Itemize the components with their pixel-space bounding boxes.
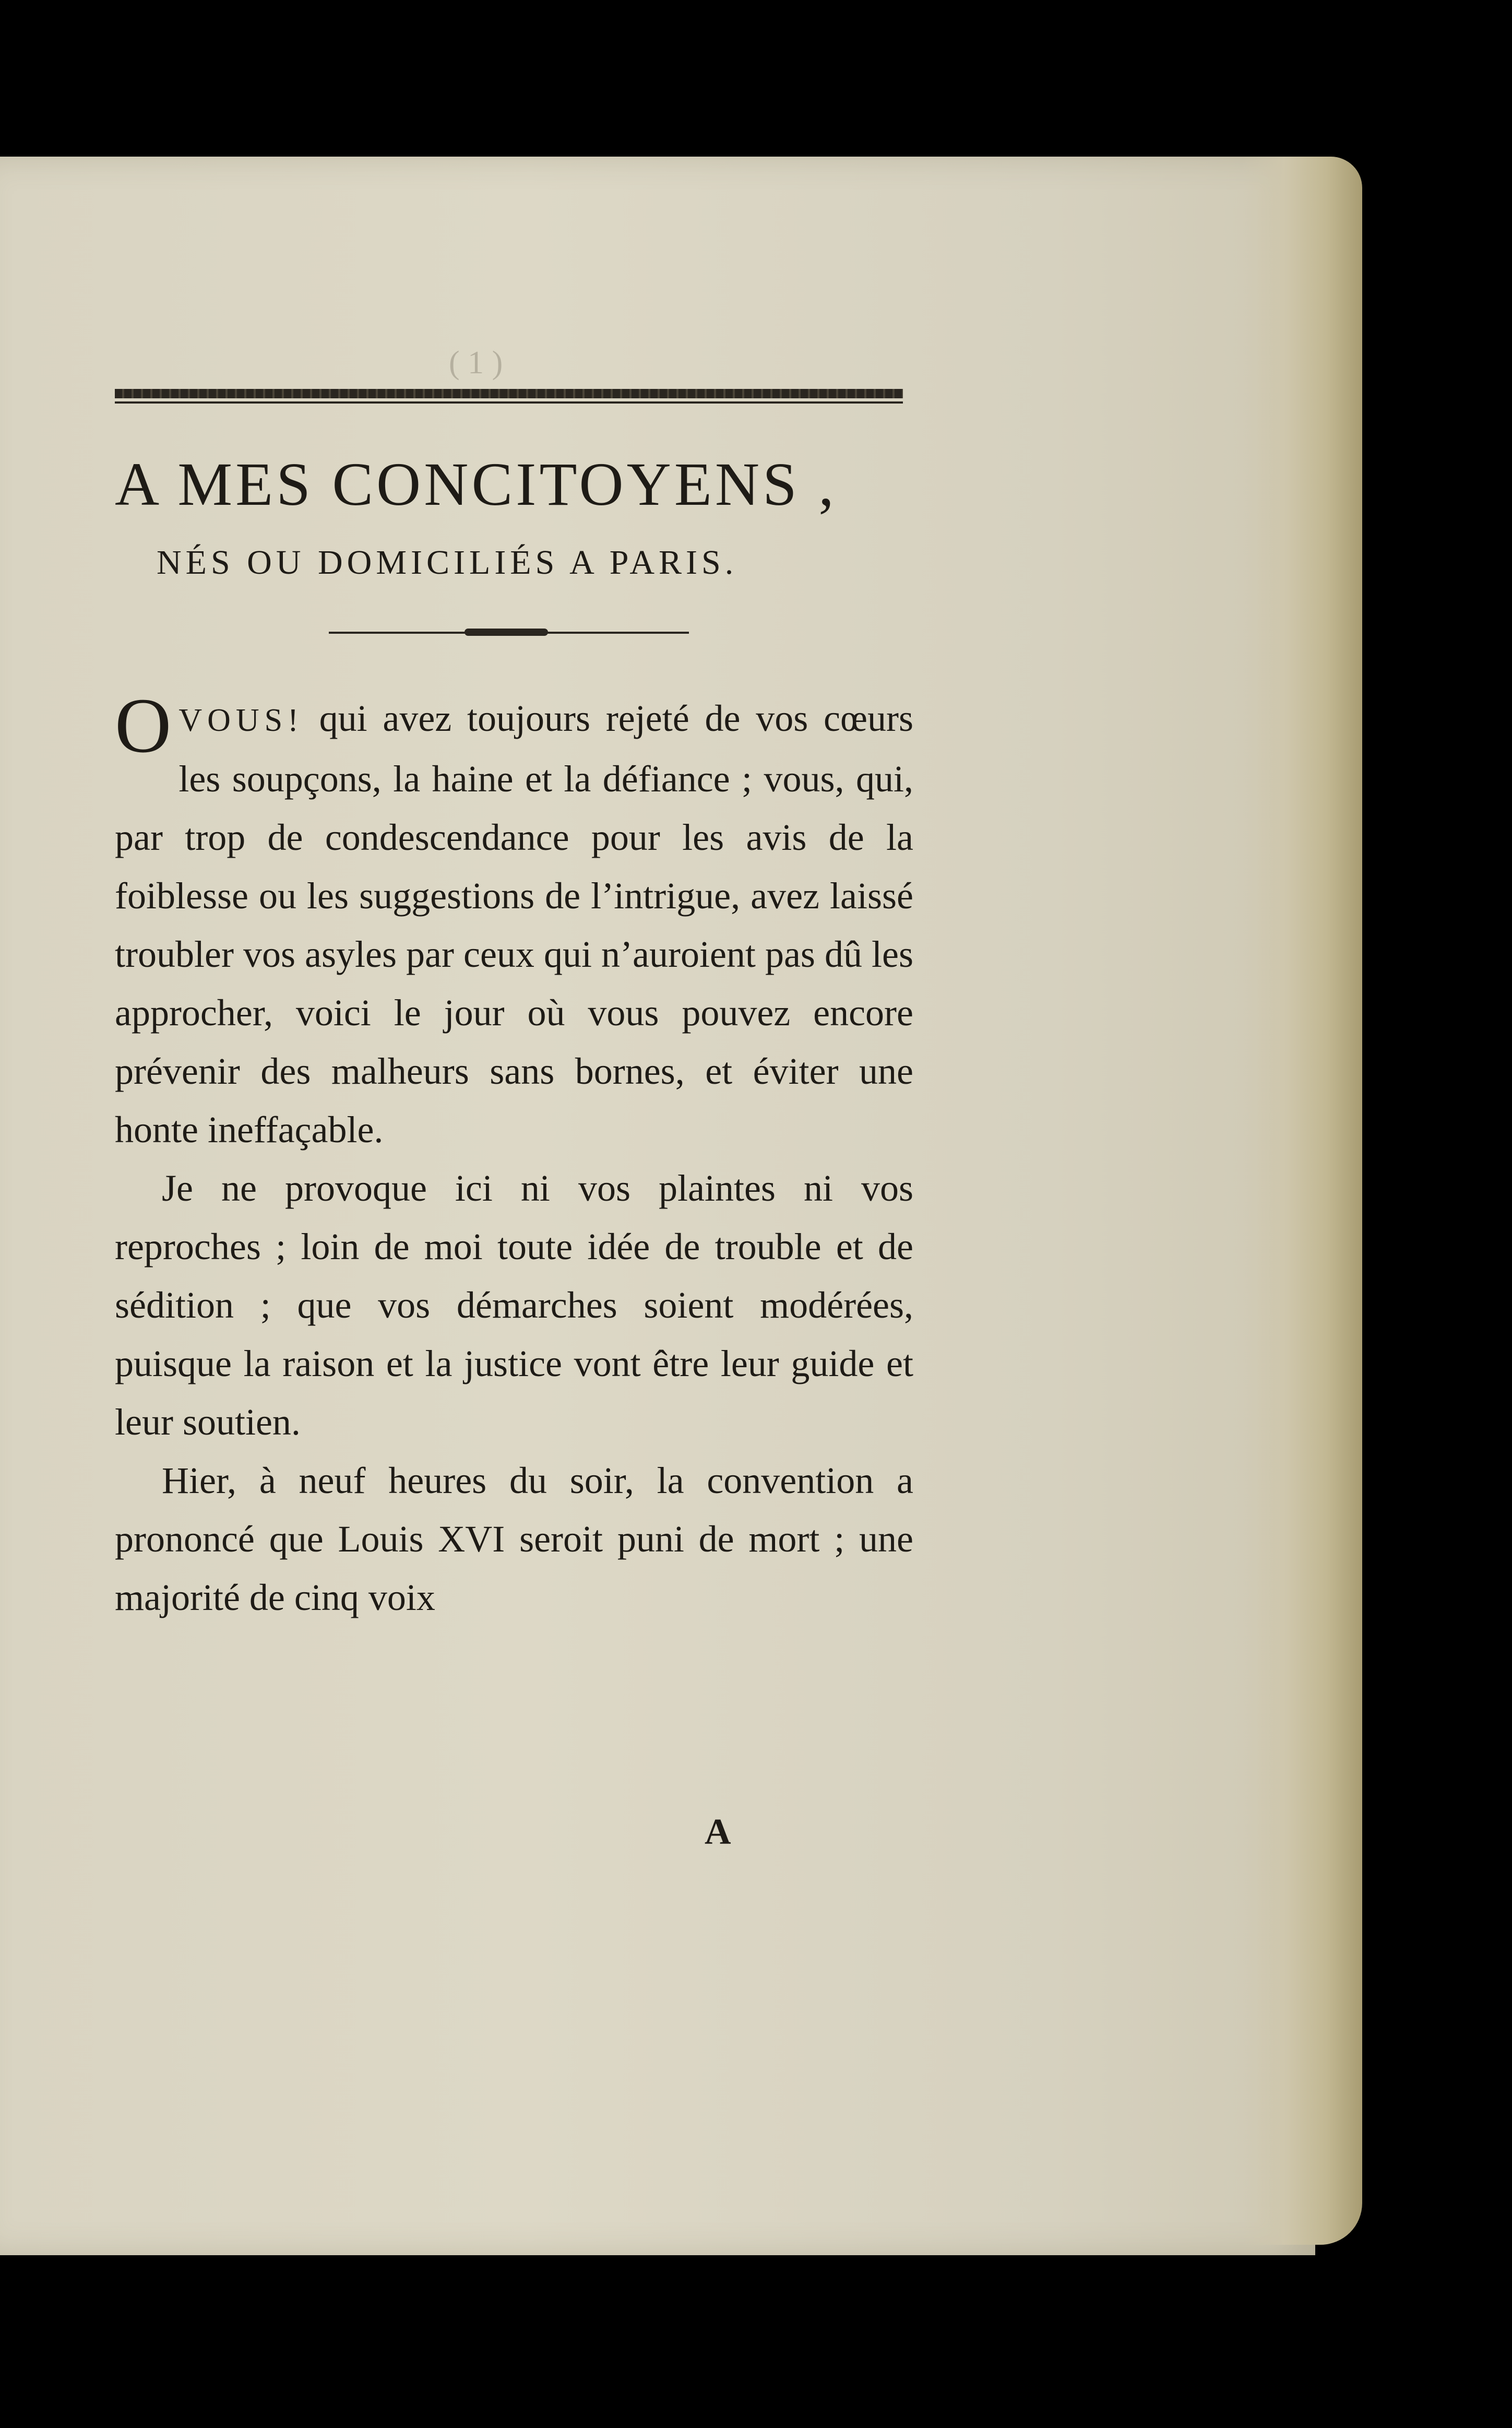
paragraph-1 (115, 682, 913, 1159)
worn-page-edge (1242, 157, 1362, 2245)
body-text (115, 682, 913, 1627)
paragraph-3: Hier, à neuf heures du soir, la convention a prononcé que Louis XVI seroit puni de mort ; une majorité de cinq voix (115, 1460, 913, 1618)
page-subtitle: NÉS OU DOMICILIÉS A PARIS. (157, 543, 738, 582)
top-ornamental-rule (115, 389, 903, 398)
page-number: ( 1 ) (449, 345, 503, 381)
paragraph-1-lead: VOUS! (178, 703, 304, 738)
page-title: A MES CONCITOYENS , (115, 450, 837, 518)
signature-mark: A (705, 1812, 731, 1852)
paragraph-2: Je ne provoque ici ni vos plaintes ni vos reproches ; loin de moi toute idée de trouble et de sédition ; que vos démarches soient modérées, puisque la raison et la justice vont être leur guide et leur soutien. (115, 1167, 913, 1443)
title-divider-rule (329, 632, 689, 634)
drop-cap: O (115, 682, 172, 769)
paragraph-1-text: qui avez toujours rejeté de vos cœurs les soupçons, la haine et la défiance ; vous, qui, par trop de condescendance pour les avis de la foiblesse ou les suggestions de l’intrigue, avez laissé troubler vos asyles par ceux qui n’auroient pas dû les approcher, voici le jour où vous pouvez encore prévenir des malheurs sans bornes, et éviter une honte ineffaçable. (115, 697, 913, 1151)
